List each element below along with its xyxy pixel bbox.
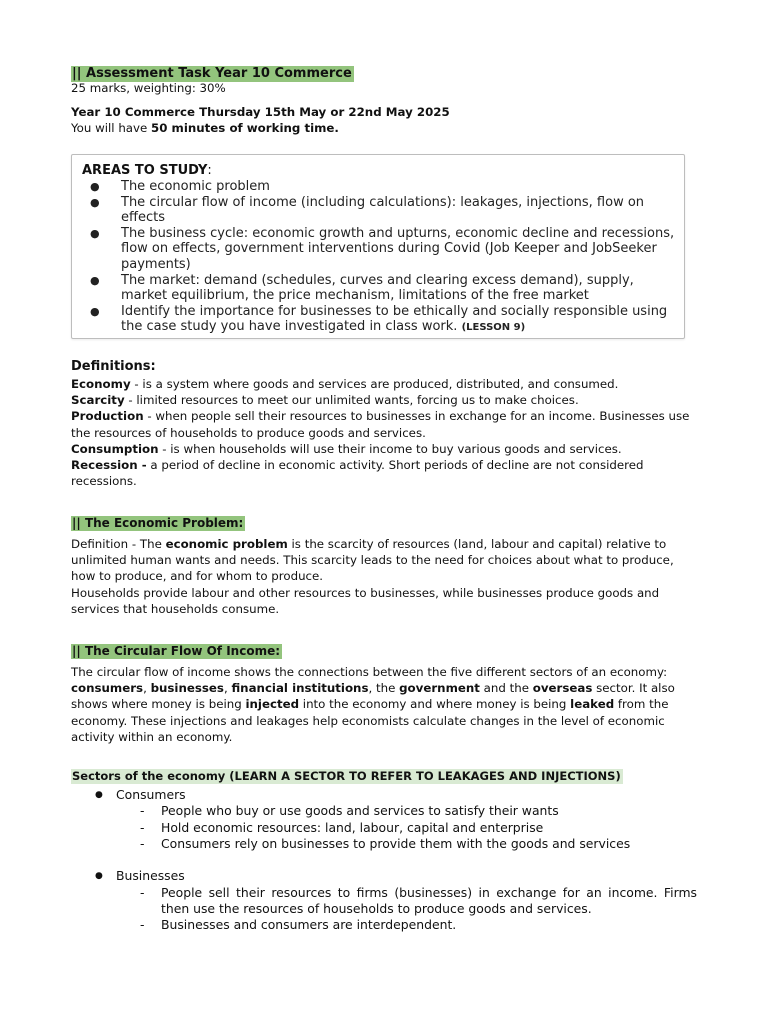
- economic-problem-paragraph: [71, 536, 701, 585]
- areas-item-text: The market: demand (schedules, curves and clearing excess demand), supply, market equilibrium, the price mechanism, limitations of the free market: [121, 272, 634, 304]
- list-item-text: Hold economic resources: land, labour, capital and enterprise: [161, 820, 544, 835]
- areas-item-text: Identify the importance for businesses to be ethically and socially responsible using the case study you have investigated in class work.: [121, 303, 668, 335]
- economic-problem-body: [71, 536, 701, 617]
- cf-financial: financial institutions: [231, 681, 369, 696]
- bullet-icon: ●: [95, 871, 103, 881]
- cf-sep-1: ,: [143, 681, 151, 696]
- time-duration: 50 minutes of working time.: [151, 121, 339, 135]
- bullet-icon: ●: [90, 304, 100, 318]
- cf-text-3: into the economy and where money is being: [299, 697, 571, 712]
- sector-businesses-label: Businesses: [116, 868, 185, 883]
- economic-problem-paragraph-2: Households provide labour and other resources to businesses, while businesses produce goods and services that households consume.: [71, 585, 660, 616]
- list-item-text: Consumers rely on businesses to provide them with the goods and services: [161, 836, 631, 851]
- ep-text-a: Definition - The: [71, 537, 166, 551]
- circular-flow-heading: || The Circular Flow Of Income:: [72, 644, 281, 658]
- bullet-icon: ●: [90, 226, 100, 240]
- text-recession: a period of decline in economic activity. Short periods of decline are not considered recessions.: [71, 458, 644, 489]
- economic-problem-heading: || The Economic Problem:: [72, 516, 244, 530]
- cf-text-4: from the economy. These injections and leakages help economists calculate changes in the level of economic activity within an economy.: [71, 697, 669, 744]
- definitions-body: [71, 376, 701, 489]
- areas-item-text: The economic problem: [121, 179, 270, 194]
- cf-text-1: The circular flow of income shows the connections between the five different sectors of an economy:: [71, 665, 668, 679]
- ep-term: economic problem: [165, 537, 288, 551]
- list-item-text: People who buy or use goods and services to satisfy their wants: [161, 803, 559, 818]
- term-consumption: Consumption: [71, 441, 159, 456]
- term-recession: Recession -: [71, 458, 147, 473]
- areas-item: [82, 195, 677, 226]
- marks-line: 25 marks, weighting: 30%: [71, 81, 226, 95]
- circular-flow-paragraph: [71, 664, 701, 745]
- text-economy: - is a system where goods and services are produced, distributed, and consumed.: [130, 377, 619, 391]
- definition-consumption: [71, 441, 701, 457]
- areas-item: [82, 226, 677, 273]
- sectors-heading-row: [71, 765, 623, 784]
- definition-economy: [71, 376, 701, 392]
- cf-injected: injected: [245, 697, 300, 712]
- dash-icon: -: [140, 820, 145, 835]
- date-line: Year 10 Commerce Thursday 15th May or 22nd May 2025: [71, 105, 450, 119]
- cf-sep-4: and the: [479, 681, 533, 696]
- definition-scarcity: [71, 392, 701, 408]
- list-item-text: Businesses and consumers are interdependent.: [161, 917, 457, 932]
- cf-leaked: leaked: [570, 697, 615, 712]
- document-title: || Assessment Task Year 10 Commerce: [72, 66, 352, 81]
- cf-government: government: [399, 681, 480, 696]
- ep-text-c: is the scarcity of resources (land, labour and capital) relative to unlimited human wants and needs. This scarcity leads to the need for choices about what to produce, how to produce, and for whom to produce.: [71, 537, 674, 584]
- areas-item-text: The business cycle: economic growth and upturns, economic decline and recessions, flow on effects, government interventions during Covid (Job Keeper and JobSeeker payments): [121, 225, 675, 272]
- dash-icon: -: [140, 885, 145, 900]
- areas-title: [82, 163, 212, 178]
- cf-overseas: overseas: [532, 681, 593, 696]
- dash-icon: -: [140, 836, 145, 851]
- bullet-icon: ●: [90, 273, 100, 287]
- economic-problem-heading-row: [71, 512, 245, 531]
- text-scarcity: - limited resources to meet our unlimited wants, forcing us to make choices.: [124, 393, 579, 408]
- circular-flow-heading-row: [71, 640, 282, 659]
- dash-icon: -: [140, 803, 145, 818]
- definition-recession: [71, 457, 701, 489]
- time-prefix: You will have: [71, 121, 152, 135]
- text-production: - when people sell their resources to businesses in exchange for an income. Businesses use the resources of households to produce goods and services.: [71, 409, 690, 440]
- cf-sep-3: , the: [368, 681, 400, 696]
- areas-title-text: AREAS TO STUDY: [82, 163, 208, 178]
- bullet-icon: ●: [95, 790, 103, 800]
- cf-text-2: sector. It also shows where money is being: [71, 681, 675, 712]
- areas-to-study-box: [71, 154, 685, 339]
- sector-consumers-label: Consumers: [116, 787, 186, 802]
- areas-list: [82, 179, 677, 336]
- term-production: Production: [71, 409, 144, 424]
- lesson-tag: (LESSON 9): [461, 322, 526, 334]
- cf-sep-2: ,: [223, 681, 232, 696]
- definition-production: [71, 408, 701, 440]
- areas-item: [82, 273, 677, 304]
- dash-icon: -: [140, 917, 145, 932]
- areas-item-text: The circular flow of income (including calculations): leakages, injections, flow on effects: [121, 194, 645, 226]
- sectors-heading: Sectors of the economy (LEARN A SECTOR TO REFER TO LEAKAGES AND INJECTIONS): [72, 769, 621, 783]
- list-item-text: People sell their resources to firms (businesses) in exchange for an income. Firms then use the resources of households to produce goods and services.: [161, 885, 697, 917]
- areas-item: [82, 179, 677, 195]
- bullet-icon: ●: [90, 180, 100, 193]
- cf-businesses: businesses: [150, 681, 224, 696]
- time-line: [71, 120, 339, 136]
- bullet-icon: ●: [90, 195, 100, 209]
- term-economy: Economy: [71, 377, 131, 391]
- areas-item: [82, 304, 677, 336]
- areas-title-colon: :: [207, 163, 212, 178]
- title-row: [71, 62, 354, 82]
- term-scarcity: Scarcity: [71, 393, 125, 408]
- cf-consumers: consumers: [71, 681, 144, 696]
- text-consumption: - is when households will use their income to buy various goods and services.: [158, 441, 622, 456]
- definitions-title: Definitions:: [71, 359, 156, 374]
